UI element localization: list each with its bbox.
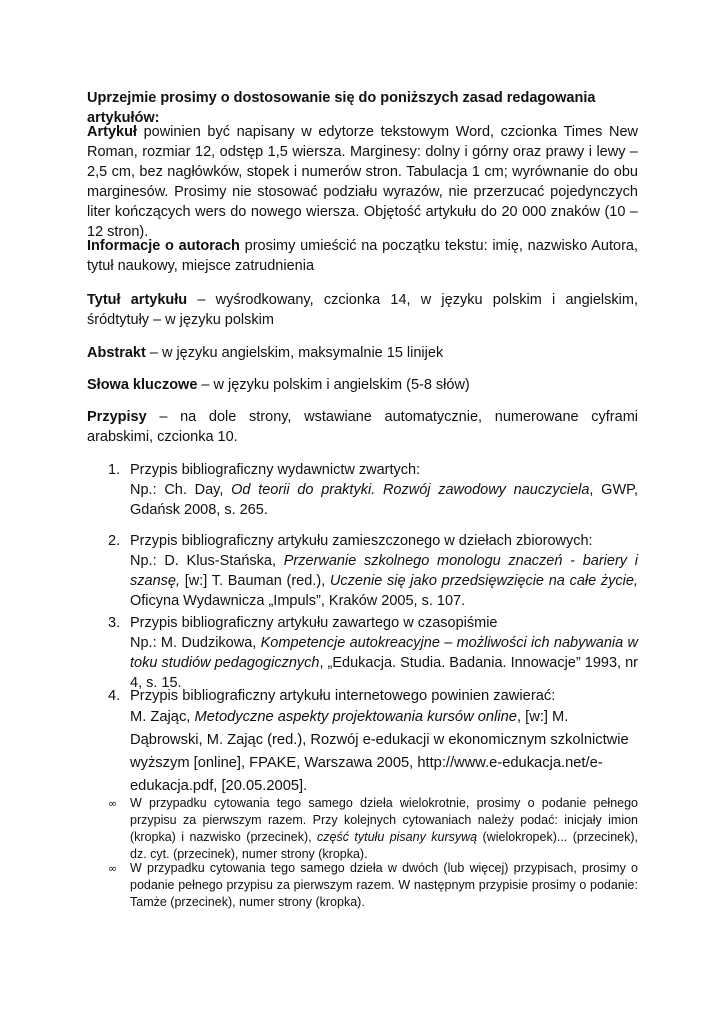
example-italic: Metodyczne aspekty projektowania kursów online bbox=[194, 709, 517, 725]
list-number: 4. bbox=[108, 688, 121, 704]
paragraph-przypisy bbox=[87, 407, 638, 447]
note-text-part: (wielokropek)... (przecinek), dz. cyt. (przecinek), numer strony (kropka). bbox=[130, 830, 638, 861]
note-text-part: W przypadku cytowania tego samego dzieła w dwóch (lub więcej) przypisach, prosimy o podanie pełnego przypisu za pierwszym razem. W następnym przypisie prosimy o podanie: Tamże (przecinek), numer strony (kropka). bbox=[130, 861, 638, 909]
lead-tytul: Tytuł artykułu bbox=[87, 292, 188, 308]
paragraph-autorzy bbox=[87, 236, 638, 276]
list-number: 2. bbox=[108, 533, 121, 549]
example-text: , GWP, Gdańsk 2008, s. 265. bbox=[130, 482, 638, 518]
example-italic: Przerwanie szkolnego monologu znaczeń - bariery i szansę, bbox=[130, 553, 638, 589]
example-italic: Od teorii do praktyki. Rozwój zawodowy nauczyciela bbox=[231, 482, 590, 498]
list-example bbox=[130, 480, 638, 520]
infinity-bullet-icon: ∞ bbox=[108, 797, 118, 810]
example-text: Oficyna Wydawnicza „Impuls”, Kraków 2005, s. 107. bbox=[130, 593, 466, 609]
lead-slowa-kluczowe: Słowa kluczowe bbox=[87, 377, 198, 393]
list-example bbox=[130, 551, 638, 611]
example-text: , [w:] M. Dąbrowski, M. Zając (red.), Rozwój e-edukacji w ekonomicznym szkolnictwie wyższym [online], FPAKE, Warszawa 2005, http://www.e-edukacja.net/e-edukacja.pdf, [20.05.2005]. bbox=[130, 709, 629, 794]
infinity-bullet-icon: ∞ bbox=[108, 862, 118, 875]
paragraph-artykul bbox=[87, 122, 638, 242]
paragraph-slowa-kluczowe bbox=[87, 375, 638, 395]
example-text: Np.: D. Klus-Stańska, bbox=[130, 553, 284, 569]
paragraph-abstrakt bbox=[87, 343, 638, 363]
lead-artykul: Artykuł bbox=[87, 124, 137, 140]
example-text: Np.: M. Dudzikowa, bbox=[130, 635, 261, 651]
text-tytul: – wyśrodkowany, czcionka 14, w języku polskim i angielskim, śródtytuły – w języku polskim bbox=[87, 292, 638, 328]
lead-autorzy: Informacje o autorach bbox=[87, 238, 240, 254]
text-artykul: powinien być napisany w edytorze tekstowym Word, czcionka Times New Roman, rozmiar 12, odstęp 1,5 wiersza. Marginesy: dolny i górny oraz prawy i lewy – 2,5 cm, bez nagłówków, stopek i numerów stron. Tabulacja 1 cm; wyrównanie do obu marginesów. Prosimy nie stosować podziału wyrazów, nie przerzucać pojedynczych liter kończących wers do nowego wiersza. Objętość artykułu do 20 000 znaków (10 – 12 stron). bbox=[87, 124, 638, 240]
note-text-part: W przypadku cytowania tego samego dzieła wielokrotnie, prosimy o podanie pełnego przypisu za pierwszym razem. Przy kolejnych cytowaniach należy podać: inicjały imion (kropka) i nazwisko (przecinek), bbox=[130, 796, 638, 844]
note-text bbox=[130, 795, 638, 863]
list-number: 3. bbox=[108, 615, 121, 631]
document-title: Uprzejmie prosimy o dostosowanie się do poniższych zasad redagowania artykułów: bbox=[87, 90, 596, 126]
text-abstrakt: – w języku angielskim, maksymalnie 15 linijek bbox=[145, 345, 444, 361]
list-example bbox=[130, 633, 638, 693]
list-heading: Przypis bibliograficzny artykułu zamieszczonego w dziełach zbiorowych: bbox=[130, 533, 593, 549]
example-text: , „Edukacja. Studia. Badania. Innowacje” 1993, nr 4, s. 15. bbox=[130, 655, 638, 691]
example-text: M. Zając, bbox=[130, 709, 195, 725]
example-italic: Uczenie się jako przedsięwzięcie na całe życie, bbox=[329, 573, 638, 589]
list-number: 1. bbox=[108, 462, 121, 478]
text-przypisy: – na dole strony, wstawiane automatycznie, numerowane cyframi arabskimi, czcionka 10. bbox=[87, 409, 638, 445]
example-italic: Kompetencje autokreacyjne – możliwości ich nabywania w toku studiów pedagogicznych bbox=[130, 635, 638, 671]
list-heading: Przypis bibliograficzny artykułu zawartego w czasopiśmie bbox=[130, 615, 498, 631]
text-autorzy: prosimy umieścić na początku tekstu: imię, nazwisko Autora, tytuł naukowy, miejsce zatrudnienia bbox=[87, 238, 638, 274]
note-italic: część tytułu pisany kursywą bbox=[317, 830, 478, 844]
lead-przypisy: Przypisy bbox=[87, 409, 147, 425]
list-example bbox=[130, 706, 638, 798]
example-text: [w:] T. Bauman (red.), bbox=[179, 573, 330, 589]
lead-abstrakt: Abstrakt bbox=[87, 345, 146, 361]
note-text bbox=[130, 860, 638, 911]
list-heading: Przypis bibliograficzny artykułu internetowego powinien zawierać: bbox=[130, 688, 556, 704]
paragraph-tytul bbox=[87, 290, 638, 330]
text-slowa-kluczowe: – w języku polskim i angielskim (5-8 słów) bbox=[197, 377, 470, 393]
list-heading: Przypis bibliograficzny wydawnictw zwartych: bbox=[130, 462, 421, 478]
example-text: Np.: Ch. Day, bbox=[130, 482, 232, 498]
